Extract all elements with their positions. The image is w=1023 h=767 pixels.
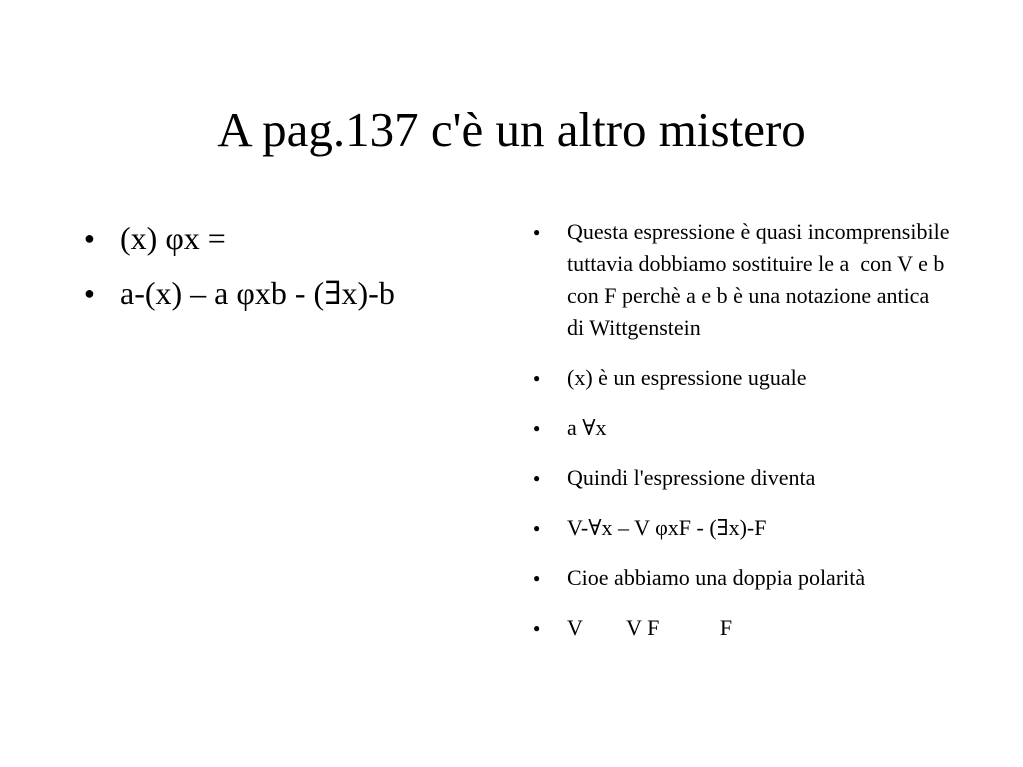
slide-title: A pag.137 c'è un altro mistero	[217, 102, 806, 157]
right-bullet-list	[531, 216, 955, 662]
bullet-icon: ●	[533, 471, 541, 485]
bullet-icon: ●	[533, 371, 541, 385]
right-bullet-item	[531, 562, 951, 594]
right-bullet-text: V V F F	[567, 615, 733, 640]
right-bullet-item	[531, 512, 951, 544]
left-bullet-text: a-(x) – a φxb - (∃x)-b	[120, 275, 395, 311]
bullet-icon: ●	[84, 228, 95, 248]
bullet-icon: ●	[533, 521, 541, 535]
left-bullet-list	[84, 218, 504, 328]
right-bullet-item	[531, 462, 951, 494]
bullet-icon: ●	[533, 421, 541, 435]
bullet-icon: ●	[84, 283, 95, 303]
right-bullet-text: Questa espressione è quasi incomprensibile tuttavia dobbiamo sostituire le a con V e b con F perchè a e b è una notazione antica di Wittgenstein	[567, 219, 955, 340]
right-bullet-item	[531, 362, 951, 394]
right-bullet-text: Quindi l'espressione diventa	[567, 465, 816, 490]
left-bullet-item	[84, 273, 504, 313]
right-bullet-item	[531, 612, 951, 644]
right-bullet-item	[531, 216, 955, 344]
right-bullet-text: V-∀x – V φxF - (∃x)-F	[567, 515, 767, 540]
right-bullet-text: Cioe abbiamo una doppia polarità	[567, 565, 866, 590]
bullet-icon: ●	[533, 225, 541, 239]
left-bullet-item	[84, 218, 504, 258]
left-bullet-text: (x) φx =	[120, 220, 226, 256]
bullet-icon: ●	[533, 571, 541, 585]
right-bullet-text: a ∀x	[567, 415, 607, 440]
bullet-icon: ●	[533, 621, 541, 635]
right-bullet-text: (x) è un espressione uguale	[567, 365, 807, 390]
right-bullet-item	[531, 412, 951, 444]
